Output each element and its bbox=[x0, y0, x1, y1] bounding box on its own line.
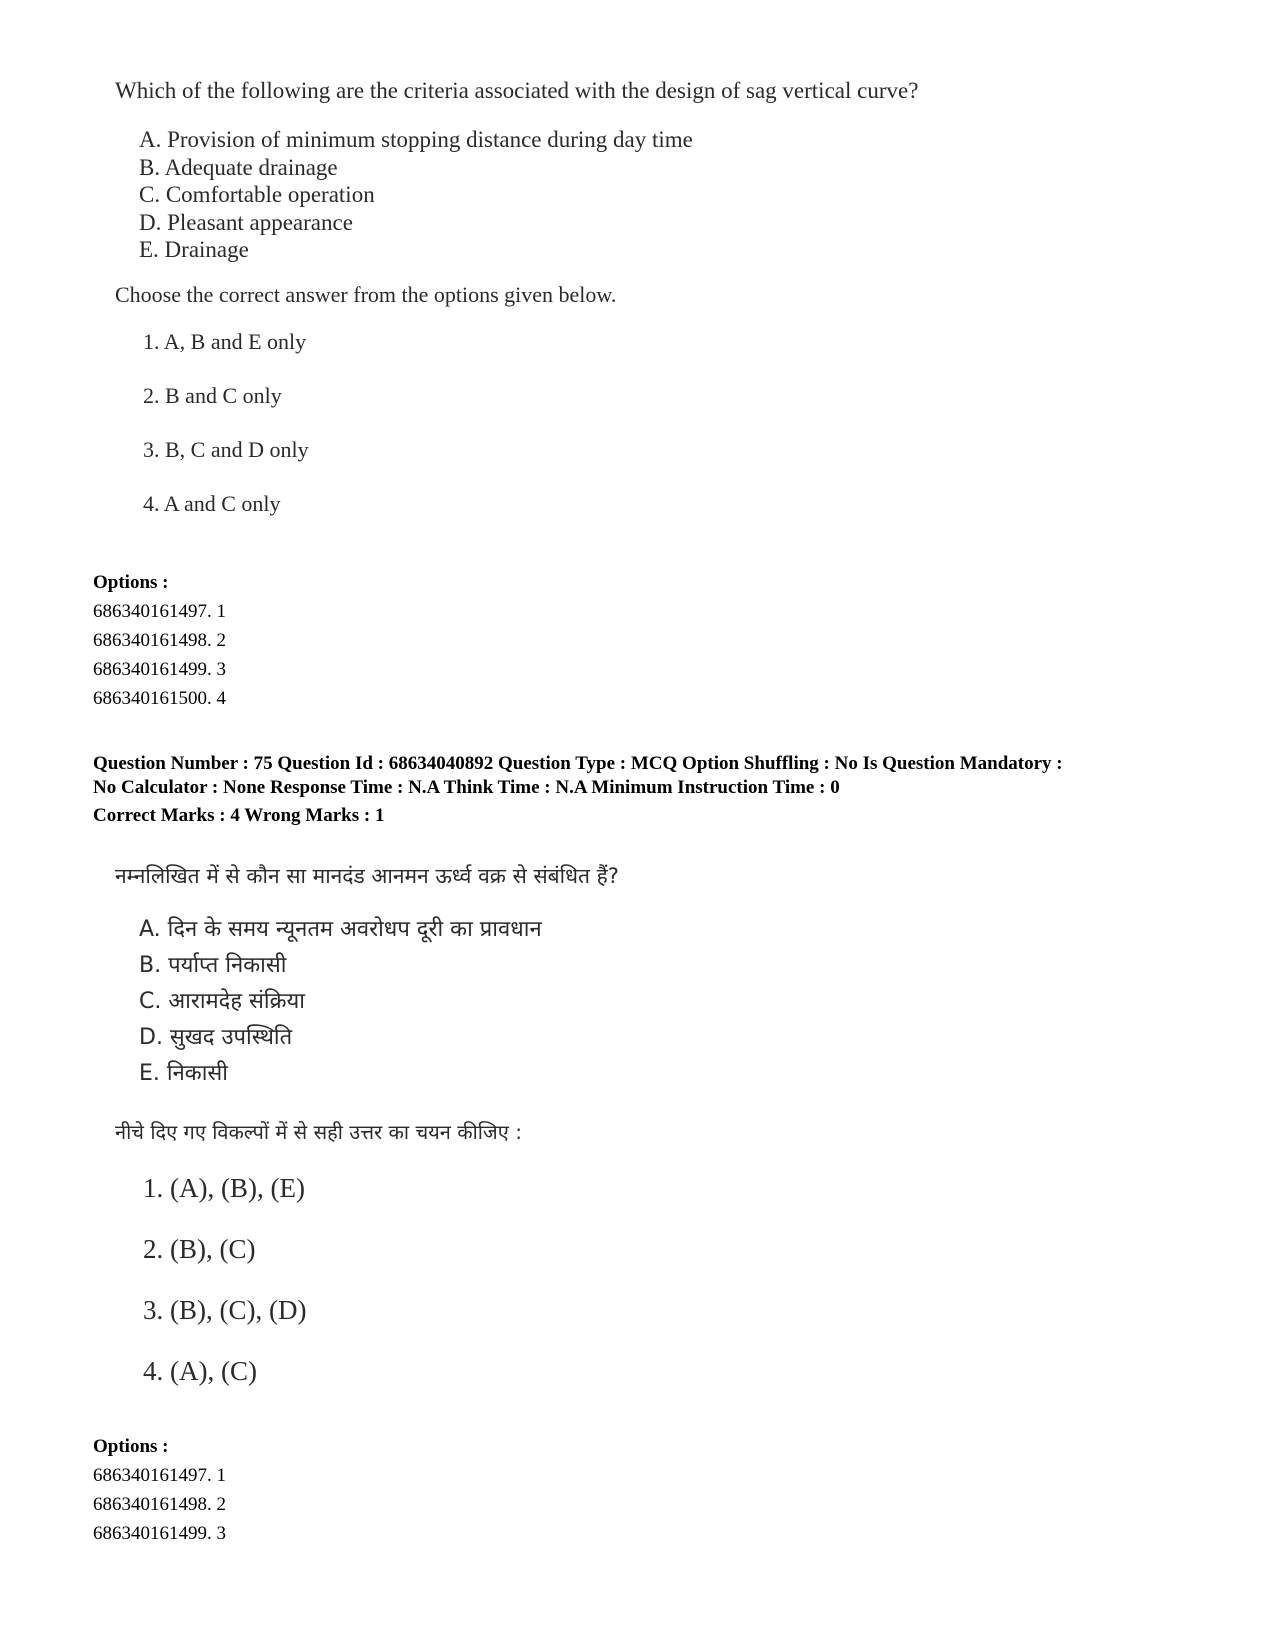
choose-instruction: नीचे दिए गए विकल्पों में से सही उत्तर का चयन कीजिए : bbox=[115, 1120, 522, 1144]
option-id: 686340161499. 3 bbox=[93, 1523, 226, 1544]
question-prompt: Which of the following are the criteria associated with the design of sag vertical curve? bbox=[115, 78, 919, 103]
answer-item: 1. A, B and E only bbox=[143, 328, 307, 354]
statement-list bbox=[139, 126, 918, 264]
option-id: 686340161497. 1 bbox=[93, 601, 226, 622]
question-metadata bbox=[93, 752, 1063, 828]
statement-item: E. निकासी bbox=[139, 1061, 228, 1086]
metadata-line-1: Question Number : 75 Question Id : 68634040892 Question Type : MCQ Option Shuffling : No Is Question Mandatory : bbox=[93, 753, 1063, 774]
answer-item: 2. B and C only bbox=[143, 382, 282, 408]
statement-item: B. पर्याप्त निकासी bbox=[139, 953, 287, 978]
statement-item: A. Provision of minimum stopping distance during day time bbox=[139, 127, 693, 152]
options-label: Options : bbox=[93, 572, 169, 593]
option-id: 686340161500. 4 bbox=[93, 688, 226, 709]
option-id: 686340161498. 2 bbox=[93, 1494, 226, 1515]
statement-item: E. Drainage bbox=[139, 237, 249, 262]
question-prompt: नम्नलिखित में से कौन सा मानदंड आनमन ऊर्ध्व वक्र से संबंधित हैं? bbox=[115, 864, 619, 888]
answer-item: 4. A and C only bbox=[143, 490, 281, 516]
answer-item: 3. (B), (C), (D) bbox=[143, 1295, 307, 1325]
statement-item: D. सुखद उपस्थिति bbox=[139, 1025, 293, 1050]
statement-item: D. Pleasant appearance bbox=[139, 209, 353, 235]
option-id: 686340161497. 1 bbox=[93, 1465, 226, 1486]
choose-instruction: Choose the correct answer from the options given below. bbox=[115, 281, 617, 307]
option-id: 686340161498. 2 bbox=[93, 630, 226, 651]
answer-list bbox=[143, 328, 918, 517]
answer-item: 1. (A), (B), (E) bbox=[143, 1173, 305, 1203]
metadata-line-2: No Calculator : None Response Time : N.A Think Time : N.A Minimum Instruction Time : 0 bbox=[93, 777, 840, 798]
statement-item: C. Comfortable operation bbox=[139, 182, 375, 207]
options-label: Options : bbox=[93, 1436, 169, 1457]
answer-item: 4. (A), (C) bbox=[143, 1356, 257, 1386]
statement-list bbox=[139, 912, 619, 1092]
question-image-hindi bbox=[115, 862, 619, 1415]
answer-item: 2. (B), (C) bbox=[143, 1234, 256, 1264]
options-block-1 bbox=[93, 568, 226, 713]
options-block-2 bbox=[93, 1432, 226, 1548]
statement-item: A. दिन के समय न्यूनतम अवरोधप दूरी का प्रावधान bbox=[139, 917, 542, 942]
option-id: 686340161499. 3 bbox=[93, 659, 226, 680]
statement-item: C. आरामदेह संक्रिया bbox=[139, 989, 305, 1014]
question-image-english bbox=[115, 78, 918, 544]
answer-list bbox=[143, 1171, 619, 1388]
answer-item: 3. B, C and D only bbox=[143, 436, 309, 462]
marks-line: Correct Marks : 4 Wrong Marks : 1 bbox=[93, 805, 385, 826]
statement-item: B. Adequate drainage bbox=[139, 154, 338, 180]
